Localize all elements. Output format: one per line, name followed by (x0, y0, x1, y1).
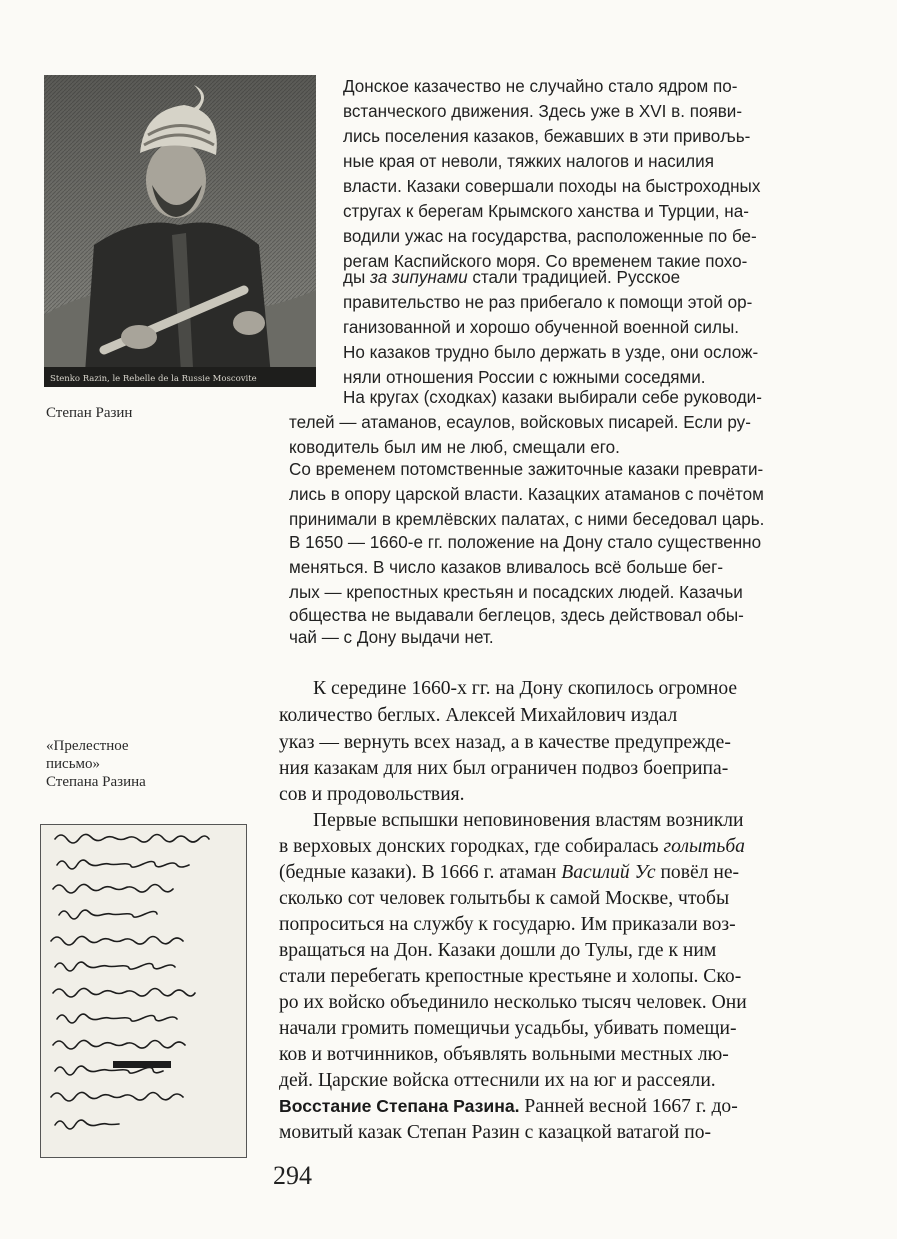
text-line: сов и продовольствия. (279, 784, 465, 805)
text-line (279, 862, 739, 884)
text-line: стругах к берегам Крымского ханства и Турции, на- (343, 202, 749, 221)
text-line: лых — крепостных крестьян и посадских людей. Казачьи (289, 583, 743, 602)
text-line: чай — с Дону выдачи нет. (289, 628, 494, 647)
text-line: сколько сот человек голытьбы к самой Москве, чтобы (279, 888, 730, 909)
text-line: попроситься на службу к государю. Им приказали воз- (279, 914, 736, 935)
text-line: встанческого движения. Здесь уже в XVI в. появи- (343, 102, 743, 121)
text-line: правительство не раз прибегало к помощи этой ор- (343, 293, 753, 312)
text-line: регам Каспийского моря. Со временем такие похо- (343, 252, 748, 271)
text-line: Первые вспышки неповиновения властям возникли (313, 810, 744, 831)
italic-term: за зипунами (370, 268, 468, 287)
text-line: Со временем потомственные зажиточные казаки преврати- (289, 460, 764, 479)
text-segment: Ранней весной 1667 г. до- (519, 1096, 738, 1117)
text-segment: в верховых донских городках, где собиралась (279, 836, 664, 857)
letter-caption-line: «Прелестное (46, 738, 129, 754)
text-line: лись поселения казаков, бежавших в эти привољь- (343, 127, 751, 146)
text-line: ков и вотчинников, объявлять вольными местных лю- (279, 1044, 729, 1065)
section-first-line (279, 1096, 738, 1118)
text-segment: стали традицией. Русское (467, 268, 681, 287)
text-line: няли отношения России с южными соседями. (343, 368, 706, 387)
text-line: телей — атаманов, есаулов, войсковых писарей. Если ру- (289, 413, 751, 432)
text-line: Но казаков трудно было держать в узде, они ослож- (343, 343, 759, 362)
text-line: указ — вернуть всех назад, а в качестве предупрежде- (279, 732, 731, 753)
text-line: ганизованной и хорошо обученной военной силы. (343, 318, 739, 337)
italic-name: Василий Ус (561, 862, 656, 883)
text-line (343, 268, 680, 288)
text-line (279, 836, 745, 858)
text-segment: ды (343, 268, 371, 287)
page-number: 294 (273, 1161, 312, 1190)
text-line: К середине 1660-х гг. на Дону скопилось огромное (313, 678, 738, 699)
text-line: Донское казачество не случайно стало ядром по- (343, 77, 738, 96)
portrait-inscription: Stenko Razin, le Rebelle de la Russie Moscovite (50, 374, 257, 384)
text-line: На кругах (сходках) казаки выбирали себе руководи- (343, 388, 762, 407)
text-line: принимали в кремлёвских палатах, с ними беседовал царь. (289, 510, 765, 529)
text-line: меняться. В число казаков вливалось всё больше бег- (289, 558, 724, 577)
text-line: начали громить помещичьи усадьбы, убивать помещи- (279, 1018, 737, 1039)
text-line: водили ужас на государства, расположенные по бе- (343, 227, 757, 246)
portrait-caption: Степан Разин (46, 405, 133, 421)
letter-caption-line: Степана Разина (46, 774, 146, 790)
text-line: ководитель был им не люб, смещали его. (289, 438, 620, 457)
text-line: власти. Казаки совершали походы на быстроходных (343, 177, 761, 196)
text-line: количество беглых. Алексей Михайлович издал (279, 705, 678, 726)
text-line: ные края от неволи, тяжких налогов и насилия (343, 152, 714, 171)
text-segment: (бедные казаки). В 1666 г. атаман (279, 862, 562, 883)
text-segment: повёл не- (655, 862, 740, 883)
text-line: лись в опору царской власти. Казацких атаманов с почётом (289, 485, 764, 504)
letter-caption (46, 737, 236, 791)
section-heading: Восстание Степана Разина. (279, 1096, 520, 1116)
text-line: ро их войско объединило несколько тысяч человек. Они (279, 992, 747, 1013)
text-line: общества не выдавали беглецов, здесь действовал обы- (289, 606, 744, 625)
letter-manuscript-image (40, 824, 247, 1158)
text-line: мовитый казак Степан Разин с казацкой ватагой по- (279, 1122, 712, 1143)
text-line: вращаться на Дон. Казаки дошли до Тулы, где к ним (279, 940, 717, 961)
text-line: стали перебегать крепостные крестьяне и холопы. Ско- (279, 966, 742, 987)
text-line: В 1650 — 1660-е гг. положение на Дону стало существенно (289, 533, 762, 552)
italic-term: голытьба (663, 836, 745, 857)
text-line: ния казакам для них был ограничен подвоз боеприпа- (279, 758, 729, 779)
portrait-stepan-razin (44, 75, 316, 387)
letter-caption-line: письмо» (46, 756, 101, 772)
text-line: дей. Царские войска оттеснили их на юг и рассеяли. (279, 1070, 716, 1091)
